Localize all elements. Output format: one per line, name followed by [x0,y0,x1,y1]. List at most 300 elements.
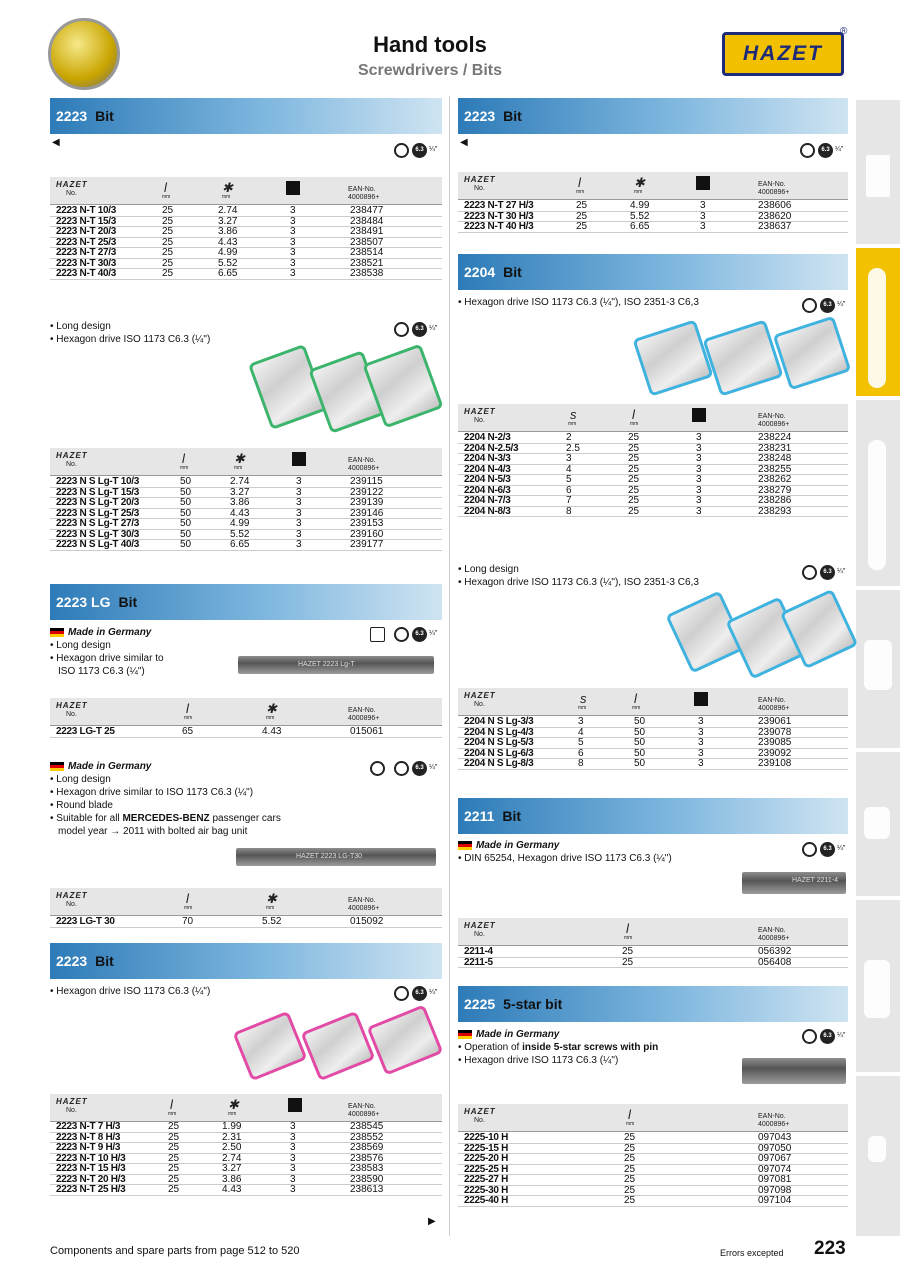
cell-value: 50 [634,726,646,738]
col-size: s [580,691,587,706]
cell-value: 3.27 [230,486,250,498]
ean-prefix: 4000896+ [758,705,790,712]
table-2223-nslg [50,477,442,551]
sidebar-tab-storage[interactable] [856,898,900,1072]
unit-mm: mm [624,935,633,941]
cell-value: 3 [566,453,572,464]
quarter-inch-label: ¼" [835,146,844,153]
section-name: Bit [503,108,522,124]
cell-value: 25 [162,268,174,279]
ean-number: 239108 [758,758,792,769]
section-number: 2211 [464,808,495,824]
cell-value: 3 [290,236,296,248]
cell-value: 25 [162,257,174,269]
ean-number: 239115 [350,476,383,487]
table-row [50,269,442,280]
product-image-bit: HAZET 2223 LG-T30 [236,848,436,866]
hex-socket-icon [802,298,817,313]
article-number: 2225-10 H [464,1132,508,1143]
table-row [458,507,848,518]
unit-mm: mm [222,194,231,200]
article-number: 2225-15 H [464,1142,508,1154]
col-length: l [164,180,167,195]
ean-prefix: 4000896+ [348,465,380,472]
cell-value: 25 [628,453,640,464]
cell-value: 25 [624,1184,636,1196]
article-number: 2211-5 [464,956,493,968]
table-row [458,759,848,770]
hex-socket-icon [802,565,817,580]
cell-value: 3 [698,726,704,738]
unit-mm: mm [576,189,585,195]
sidebar-tab-workshop[interactable] [856,750,900,896]
bullet-part: • Operation of [458,1042,523,1053]
section-number: 2204 [464,264,496,280]
cell-value: 50 [180,539,192,550]
col-ean [758,1113,789,1129]
ean-number: 015092 [350,916,384,927]
col-length: l [170,1097,173,1112]
col-no: No. [66,461,77,468]
cell-value: 8 [566,505,572,517]
unit-mm: mm [630,421,639,427]
cell-value: 25 [628,505,640,517]
bullet: • Long design [50,321,111,332]
table-row [50,727,442,738]
ean-number: 238477 [350,205,384,216]
vehicle-icon [370,627,385,642]
ean-prefix: 4000896+ [348,194,380,201]
section-header-2204-bit [458,254,848,290]
cell-value: 25 [624,1195,636,1206]
drive-icons [370,627,446,643]
ean-prefix: 4000896+ [758,935,790,942]
cell-value: 25 [628,432,640,443]
ean-number: 238231 [758,442,792,454]
article-number: 2204 N S Lg-5/3 [464,737,534,748]
section-number: 2223 [464,108,496,124]
table-2204-nslg [458,717,848,770]
cell-value: 3 [696,495,702,506]
article-number: 2223 N-T 30/3 [56,257,117,269]
cell-value: 25 [168,1121,180,1132]
col-no: No. [474,931,485,938]
cell-value: 25 [162,236,174,248]
section-header-2223lg-bit [50,584,442,620]
ean-number: 238521 [350,257,384,269]
cell-value: 4.43 [222,1184,242,1195]
torx-icon [394,761,409,776]
col-ean [348,186,379,202]
col-no: No. [66,711,77,718]
torx-size-icon: ✱ [266,701,277,716]
hazet-mini-logo: HAZET [56,701,88,710]
bullet: • Hexagon drive similar to [50,653,164,664]
table-row [458,717,848,728]
table-header [458,172,848,200]
article-number: 2225-30 H [464,1184,508,1196]
article-number: 2223 N S Lg-T 20/3 [56,497,139,508]
cell-value: 3 [696,442,702,454]
ean-number: 238545 [350,1121,384,1132]
table-2223-h [50,1122,442,1196]
table-header [50,177,442,205]
col-length: l [628,1107,631,1122]
ean-prefix: 4000896+ [348,715,380,722]
col-length: l [626,921,629,936]
cell-value: 2.50 [222,1142,242,1153]
table-2223-h-cont [458,201,848,233]
cell-value: 8 [578,758,584,769]
cell-value: 25 [628,484,640,496]
table-row [458,475,848,486]
col-no: No. [66,901,77,908]
cell-value: 6 [578,747,584,759]
ean-number: 097098 [758,1184,792,1196]
hex-6-3-icon: 6.3 [820,298,835,313]
ean-number: 097081 [758,1174,792,1185]
cell-value: 6.65 [218,268,238,279]
table-2223lg-t25 [50,727,442,738]
col-length: l [186,891,189,906]
col-ean [348,457,379,473]
cell-value: 3 [696,463,702,475]
col-ean [758,413,789,429]
article-number: 2204 N-7/3 [464,495,511,506]
hazet-mini-logo: HAZET [464,175,496,184]
cell-value: 3 [296,486,302,498]
cell-value: 25 [628,463,640,475]
hazet-mini-logo: HAZET [56,891,88,900]
hazet-logo: HAZET [722,32,844,76]
drive-icons [802,842,852,858]
cell-value: 50 [180,518,192,529]
cell-value: 2 [566,432,572,443]
ean-number: 239092 [758,747,792,759]
table-row [50,498,442,509]
section-name: Bit [95,953,114,969]
cell-value: 25 [168,1163,180,1174]
table-row [458,496,848,507]
cell-value: 5.52 [218,257,238,269]
col-no: No. [66,190,77,197]
product-image-bit [367,1004,444,1075]
product-image-bit [632,319,713,396]
bullet [50,812,350,825]
cell-value: 25 [624,1142,636,1154]
ean-number: 238613 [350,1184,384,1195]
cell-value: 3.27 [218,215,238,227]
cell-value: 3 [696,505,702,517]
hex-6-3-icon: 6.3 [412,322,427,337]
cell-value: 50 [634,737,646,748]
ean-number: 097074 [758,1163,792,1175]
ean-number: 238538 [350,268,384,279]
ean-prefix: 4000896+ [758,189,790,196]
hex-6-3-icon: 6.3 [818,143,833,158]
torx-icon [394,627,409,642]
section-header-2225-5star [458,986,848,1022]
cell-value: 3 [290,268,296,279]
cell-value: 70 [182,916,194,927]
made-in-germany-text: Made in Germany [476,1029,560,1040]
article-number: 2225-25 H [464,1163,508,1175]
table-row [458,1133,848,1144]
cell-value: 25 [162,226,174,237]
section-name: Bit [502,808,522,824]
cell-value: 3 [700,221,706,232]
bullet: • Hexagon drive ISO 1173 C6.3 (¼"), ISO 2351-3 C6,3 [458,577,699,588]
ean-label: EAN-No. [348,1103,376,1110]
cell-value: 25 [168,1142,180,1153]
ean-number: 097104 [758,1195,792,1206]
ean-number: 097050 [758,1142,792,1154]
hex-6-3-icon: 6.3 [412,986,427,1001]
article-number: 2223 N-T 27 H/3 [464,200,534,211]
hazet-mini-logo: HAZET [56,180,88,189]
cell-value: 25 [168,1152,180,1164]
table-row [50,206,442,217]
ean-number: 239146 [350,507,384,519]
hex-6-3-icon: 6.3 [820,1029,835,1044]
ean-number: 239160 [350,528,384,540]
unit-mm: mm [184,715,193,721]
product-image-bit [702,319,783,396]
table-row [50,917,442,928]
info-icon [868,1136,886,1162]
col-size: s [570,407,577,422]
col-length: l [182,451,185,466]
hazet-mini-logo: HAZET [464,407,496,416]
sidebar-tab-info[interactable] [856,1074,900,1236]
section-description [50,985,350,998]
table-header [50,888,442,916]
quarter-inch-label: ¼" [429,630,438,637]
table-row [458,1196,848,1207]
cabinet-icon [864,960,890,1018]
table-header [50,1094,442,1122]
article-number: 2223 LG-T 30 [56,916,115,927]
cell-value: 25 [622,946,634,957]
bullet: • Hexagon drive similar to ISO 1173 C6.3 (¼") [50,787,254,798]
col-no: No. [474,701,485,708]
cell-value: 50 [634,758,646,769]
article-number: 2223 N-T 40 H/3 [464,221,534,232]
german-flag-icon [458,1030,472,1039]
cell-value: 5.52 [630,210,650,222]
german-flag-icon [50,628,64,637]
ean-number: 239177 [350,539,384,550]
cell-value: 25 [628,495,640,506]
ean-number: 238583 [350,1163,384,1174]
article-number: 2223 N S Lg-T 25/3 [56,507,139,519]
drive-square-icon [286,181,300,195]
bullet-continued: ISO 1173 C6.3 (¼") [58,666,145,677]
unit-mm: mm [578,705,587,711]
ean-prefix: 4000896+ [348,905,380,912]
ean-label: EAN-No. [758,927,786,934]
hazet-mini-logo: HAZET [464,921,496,930]
hazet-mini-logo: HAZET [56,1097,88,1106]
section-number: 2223 [56,953,88,969]
drive-square-icon [696,176,710,190]
brand-text: MERCEDES-BENZ [122,813,210,824]
hex-6-3-icon: 6.3 [820,842,835,857]
ean-number: 239085 [758,737,792,748]
sidebar-tab-bits[interactable] [856,398,900,586]
article-number: 2223 N-T 20 H/3 [56,1173,126,1185]
article-number: 2223 N-T 15 H/3 [56,1163,126,1174]
cell-value: 25 [576,221,588,232]
product-image-bit [300,1011,375,1082]
article-number: 2223 N-T 9 H/3 [56,1142,121,1153]
article-number: 2204 N-4/3 [464,463,511,475]
torx-size-icon: ✱ [222,180,233,195]
cell-value: 50 [180,497,192,508]
section-description [50,320,380,346]
cell-value: 6 [566,484,572,496]
section-name: Bit [503,264,522,280]
ean-number: 238569 [350,1142,384,1153]
cell-value: 2.31 [222,1131,242,1143]
sidebar-tab-power-tools[interactable] [856,588,900,748]
ean-number: 238293 [758,505,792,517]
article-number: 2223 N S Lg-T 30/3 [56,528,139,540]
drive-square-icon [292,452,306,466]
cell-value: 2.74 [222,1152,242,1164]
cell-value: 50 [180,528,192,540]
article-number: 2204 N S Lg-3/3 [464,716,534,727]
cell-value: 25 [624,1174,636,1185]
table-row [50,248,442,259]
ean-number: 238514 [350,247,384,258]
cell-value: 3 [290,205,296,216]
section-description [458,563,798,589]
col-ean [758,697,789,713]
bullet: • Long design [50,774,111,785]
unit-mm: mm [184,905,193,911]
ean-number: 238620 [758,210,792,222]
page-number: 223 [814,1238,846,1259]
hazet-mini-logo: HAZET [56,451,88,460]
quarter-inch-label: ¼" [429,764,438,771]
bullet [458,1041,788,1054]
cell-value: 3 [290,1184,296,1195]
hex-6-3-icon: 6.3 [412,143,427,158]
col-ean [348,1103,379,1119]
made-in-germany [458,1028,788,1041]
cell-value: 4.99 [230,518,250,529]
col-length: l [578,175,581,190]
cell-value: 3 [296,518,302,529]
cell-value: 25 [628,474,640,485]
table-header [50,448,442,476]
article-number: 2223 N-T 10 H/3 [56,1152,126,1164]
cell-value: 25 [162,247,174,258]
table-row [50,227,442,238]
ean-label: EAN-No. [348,897,376,904]
col-no: No. [474,185,485,192]
tool-icon [866,155,890,197]
table-header [458,404,848,432]
section-number: 2223 [56,108,88,124]
quarter-inch-label: ¼" [837,301,846,308]
quarter-inch-label: ¼" [837,845,846,852]
torx-icon [802,842,817,857]
cell-value: 3 [290,1152,296,1164]
col-no: No. [474,417,485,424]
cell-value: 2.74 [230,476,250,487]
german-flag-icon [50,762,64,771]
ean-number: 238507 [350,236,384,248]
unit-mm: mm [632,705,641,711]
screwdriver-icon [868,268,886,388]
drive-square-icon [288,1098,302,1112]
unit-mm: mm [568,421,577,427]
section-name: 5-star bit [503,996,563,1012]
ean-label: EAN-No. [348,186,376,193]
cell-value: 3 [290,1163,296,1174]
ean-number: 238286 [758,495,792,506]
col-ean [348,897,379,913]
section-description [50,760,350,838]
cell-value: 4.99 [218,247,238,258]
five-star-icon [802,1029,817,1044]
made-in-germany-text: Made in Germany [476,840,560,851]
bullet: • Long design [458,564,519,575]
cell-value: 25 [168,1184,180,1195]
col-ean [348,707,379,723]
unit-mm: mm [266,715,275,721]
article-number: 2223 N S Lg-T 40/3 [56,539,139,550]
cell-value: 4 [566,463,572,475]
made-in-germany-text: Made in Germany [68,761,152,772]
ean-number: 239153 [350,518,384,529]
ean-label: EAN-No. [348,707,376,714]
article-number: 2204 N-2.5/3 [464,442,519,454]
col-length: l [632,407,635,422]
table-header [458,688,848,716]
article-number: 2223 N-T 8 H/3 [56,1131,121,1143]
drive-icons [394,322,444,338]
column-divider [449,96,450,1236]
ean-label: EAN-No. [348,457,376,464]
article-number: 2223 LG-T 25 [56,726,115,737]
hazet-mini-logo: HAZET [464,1107,496,1116]
arrow-right-icon: ▶ [428,1216,436,1227]
cell-value: 5.52 [230,528,250,540]
cell-value: 65 [182,726,194,737]
cell-value: 25 [628,442,640,454]
sidebar-tab-tools[interactable] [856,98,900,244]
cell-value: 4.43 [262,726,282,737]
table-2223lg-t30 [50,917,442,928]
ean-number: 238606 [758,200,792,211]
ean-number: 238576 [350,1152,384,1164]
cell-value: 3 [698,737,704,748]
section-number: 2225 [464,996,496,1012]
product-image-bit [232,1011,307,1082]
table-header [50,698,442,726]
ean-number: 239078 [758,726,792,738]
sidebar-tab-screwdrivers[interactable] [856,246,900,396]
cell-value: 3 [290,257,296,269]
registered-mark: ® [840,26,848,37]
cell-value: 3 [700,210,706,222]
article-number: 2225-40 H [464,1195,508,1206]
cell-value: 3.86 [230,497,250,508]
cell-value: 1.99 [222,1121,242,1132]
